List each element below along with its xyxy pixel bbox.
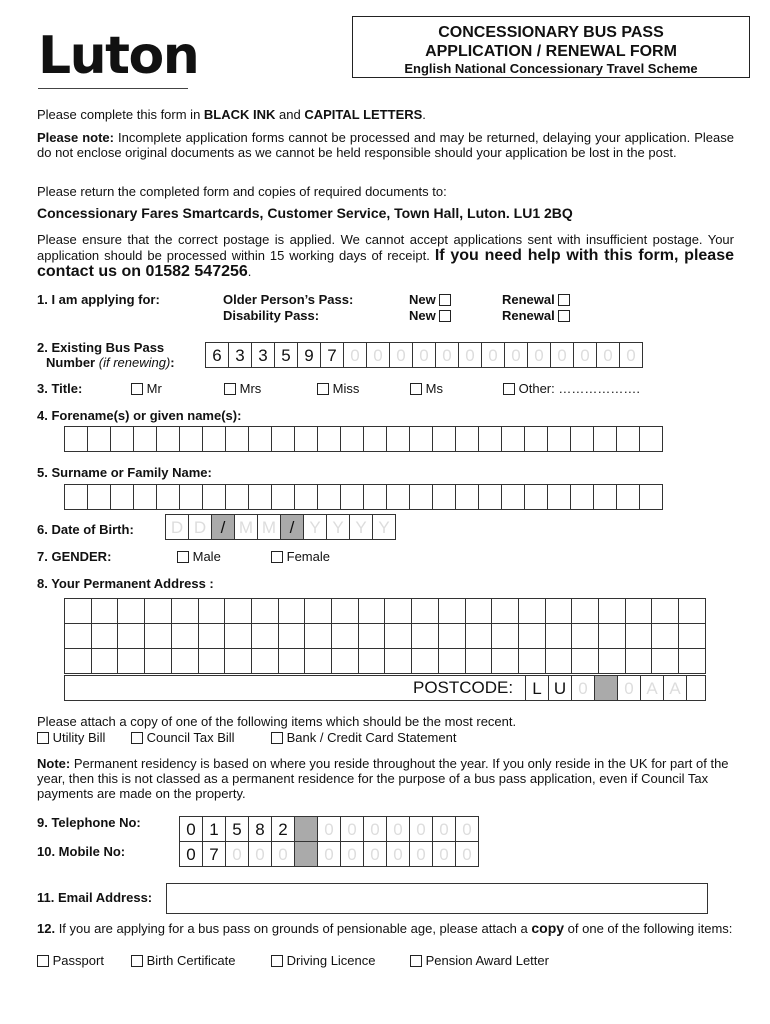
dob-cell[interactable]: M	[234, 514, 258, 540]
bus-pass-number-grid[interactable]	[206, 342, 643, 368]
date-of-birth-grid[interactable]	[166, 514, 396, 540]
address-cell[interactable]	[278, 599, 305, 624]
postcode-row	[64, 675, 706, 701]
phone-space	[294, 816, 318, 842]
mobile-digit[interactable]: 0	[432, 841, 456, 867]
gender-male-option[interactable]: Male	[177, 549, 221, 564]
q3-label: 3. Title:	[37, 381, 83, 396]
address-cell[interactable]	[518, 624, 545, 649]
address-cell[interactable]	[412, 649, 439, 674]
forename-cell[interactable]	[570, 426, 594, 452]
forename-cell[interactable]	[639, 426, 663, 452]
q4-label: 4. Forename(s) or given name(s):	[37, 408, 242, 423]
address-cell[interactable]	[358, 599, 385, 624]
pass-digit[interactable]: 3	[251, 342, 275, 368]
mobile-digit[interactable]: 0	[409, 841, 433, 867]
address-cell[interactable]	[599, 599, 626, 624]
forename-cell[interactable]	[87, 426, 111, 452]
forename-cell[interactable]	[386, 426, 410, 452]
doc-birth-cert-option[interactable]: Birth Certificate	[131, 953, 236, 968]
phone-digit[interactable]: 0	[432, 816, 456, 842]
pass-digit[interactable]: 7	[320, 342, 344, 368]
address-cell[interactable]	[278, 624, 305, 649]
surname-cell[interactable]	[501, 484, 525, 510]
return-address: Concessionary Fares Smartcards, Customer Service, Town Hall, Luton. LU1 2BQ	[37, 205, 573, 221]
address-cell[interactable]	[225, 649, 252, 674]
pass-digit[interactable]: 0	[481, 342, 505, 368]
surname-cell[interactable]	[363, 484, 387, 510]
address-cell[interactable]	[412, 599, 439, 624]
doc-utility-checkbox[interactable]	[37, 732, 49, 744]
doc-bank-statement-option[interactable]: Bank / Credit Card Statement	[271, 730, 456, 745]
surname-cell[interactable]	[87, 484, 111, 510]
address-cell[interactable]	[492, 649, 519, 674]
residency-note: Note: Permanent residency is based on where you reside throughout the year. If you only reside in the UK for part of the year, then this is not classed as a permanent residence for the purpose of a bus pass application, even if Council Tax payments are made on the property.	[37, 756, 729, 801]
forename-cell[interactable]	[110, 426, 134, 452]
disability-new-checkbox[interactable]	[439, 310, 451, 322]
luton-logo: Luton	[38, 26, 199, 86]
title-mr-option[interactable]: Mr	[131, 381, 162, 396]
address-cell[interactable]	[572, 599, 599, 624]
address-cell[interactable]	[225, 599, 252, 624]
pass-digit[interactable]: 0	[550, 342, 574, 368]
phone-digit[interactable]: 0	[340, 816, 364, 842]
mobile-digit[interactable]: 0	[455, 841, 479, 867]
doc-council-tax-option[interactable]: Council Tax Bill	[131, 730, 235, 745]
pass-digit[interactable]: 0	[504, 342, 528, 368]
gender-female-checkbox[interactable]	[271, 551, 283, 563]
docs-intro: Please attach a copy of one of the following items which should be the most recent.	[37, 714, 517, 729]
logo-divider	[38, 88, 188, 89]
address-cell[interactable]	[305, 624, 332, 649]
dob-cell[interactable]: D	[165, 514, 189, 540]
address-cell[interactable]	[251, 599, 278, 624]
address-cell[interactable]	[679, 599, 706, 624]
phone-digit[interactable]: 0	[409, 816, 433, 842]
return-instructions: Please return the completed form and copies of required documents to:	[37, 184, 447, 199]
address-cell[interactable]	[625, 624, 652, 649]
address-cell[interactable]	[251, 624, 278, 649]
forename-cell[interactable]	[409, 426, 433, 452]
mobile-digit[interactable]: 0	[363, 841, 387, 867]
doc-utility-option[interactable]: Utility Bill	[37, 730, 105, 745]
address-cell[interactable]	[145, 624, 172, 649]
surname-cell[interactable]	[202, 484, 226, 510]
birth-certificate-checkbox[interactable]	[131, 955, 143, 967]
address-cell[interactable]	[625, 649, 652, 674]
forename-cell[interactable]	[616, 426, 640, 452]
surname-cell[interactable]	[317, 484, 341, 510]
address-cell[interactable]	[572, 624, 599, 649]
dob-cell[interactable]: Y	[303, 514, 327, 540]
surname-cell[interactable]	[616, 484, 640, 510]
forename-cell[interactable]	[524, 426, 548, 452]
surname-cell[interactable]	[547, 484, 571, 510]
postcode-cell[interactable]: A	[640, 675, 664, 701]
dob-cell[interactable]: Y	[372, 514, 396, 540]
surname-cell[interactable]	[432, 484, 456, 510]
disability-new-option[interactable]: New	[409, 308, 451, 323]
address-cell[interactable]	[599, 649, 626, 674]
forename-cell[interactable]	[432, 426, 456, 452]
surname-cell[interactable]	[294, 484, 318, 510]
surname-cell[interactable]	[133, 484, 157, 510]
older-renewal-checkbox[interactable]	[558, 294, 570, 306]
doc-driving-licence-option[interactable]: Driving Licence	[271, 953, 376, 968]
address-cell[interactable]	[171, 599, 198, 624]
address-cell[interactable]	[412, 624, 439, 649]
surname-cell[interactable]	[524, 484, 548, 510]
address-cell[interactable]	[332, 599, 359, 624]
address-cell[interactable]	[65, 624, 92, 649]
forename-cell[interactable]	[593, 426, 617, 452]
form-title-scheme: English National Concessionary Travel Scheme	[404, 61, 698, 76]
mobile-digit[interactable]: 0	[317, 841, 341, 867]
surname-cell[interactable]	[340, 484, 364, 510]
forename-cell[interactable]	[64, 426, 88, 452]
forename-grid[interactable]	[65, 426, 663, 452]
address-cell[interactable]	[65, 649, 92, 674]
pass-digit[interactable]: 0	[412, 342, 436, 368]
older-renewal-option[interactable]: Renewal	[502, 292, 570, 307]
forename-cell[interactable]	[363, 426, 387, 452]
address-cell[interactable]	[198, 649, 225, 674]
address-cell[interactable]	[332, 624, 359, 649]
pass-digit[interactable]: 0	[573, 342, 597, 368]
forename-cell[interactable]	[179, 426, 203, 452]
address-cell[interactable]	[545, 624, 572, 649]
address-cell[interactable]	[65, 599, 92, 624]
mobile-digit[interactable]: 0	[340, 841, 364, 867]
forename-cell[interactable]	[248, 426, 272, 452]
doc-pension-letter-option[interactable]: Pension Award Letter	[410, 953, 549, 968]
forename-cell[interactable]	[271, 426, 295, 452]
intro-note: Please note: Incomplete application forms cannot be processed and may be returned, delaying your application. Please do not enclose original documents as we cannot be held responsible should your application be lost in the post.	[37, 130, 734, 160]
surname-cell[interactable]	[409, 484, 433, 510]
postcode-cell[interactable]: 0	[571, 675, 595, 701]
phone-digit[interactable]: 0	[386, 816, 410, 842]
pass-digit[interactable]: 0	[435, 342, 459, 368]
address-cell[interactable]	[545, 599, 572, 624]
forename-cell[interactable]	[294, 426, 318, 452]
telephone-grid[interactable]	[180, 816, 479, 842]
pass-digit[interactable]: 0	[389, 342, 413, 368]
forename-cell[interactable]	[202, 426, 226, 452]
address-grid[interactable]	[64, 598, 706, 674]
dob-cell[interactable]: Y	[349, 514, 373, 540]
surname-cell[interactable]	[225, 484, 249, 510]
address-cell[interactable]	[225, 624, 252, 649]
phone-digit[interactable]: 8	[248, 816, 272, 842]
address-cell[interactable]	[518, 649, 545, 674]
form-title-line1: CONCESSIONARY BUS PASS	[438, 24, 664, 41]
address-cell[interactable]	[465, 599, 492, 624]
surname-cell[interactable]	[110, 484, 134, 510]
phone-digit[interactable]: 0	[363, 816, 387, 842]
q10-label: 10. Mobile No:	[37, 844, 126, 859]
pass-digit[interactable]: 0	[366, 342, 390, 368]
mobile-digit[interactable]: 0	[386, 841, 410, 867]
pass-digit[interactable]: 0	[343, 342, 367, 368]
surname-cell[interactable]	[593, 484, 617, 510]
q9-label: 9. Telephone No:	[37, 815, 141, 830]
address-cell[interactable]	[145, 649, 172, 674]
form-title-box	[352, 16, 750, 78]
older-new-option[interactable]: New	[409, 292, 451, 307]
q6-label: 6. Date of Birth:	[37, 522, 134, 537]
surname-cell[interactable]	[271, 484, 295, 510]
mobile-space	[294, 841, 318, 867]
dob-separator: /	[280, 514, 304, 540]
driving-licence-checkbox[interactable]	[271, 955, 283, 967]
surname-cell[interactable]	[478, 484, 502, 510]
address-cell[interactable]	[385, 599, 412, 624]
dob-separator: /	[211, 514, 235, 540]
address-cell[interactable]	[679, 649, 706, 674]
address-cell[interactable]	[599, 624, 626, 649]
title-other-option[interactable]: Other: ……………….	[503, 381, 640, 396]
q5-label: 5. Surname or Family Name:	[37, 465, 212, 480]
phone-digit[interactable]: 0	[317, 816, 341, 842]
forename-cell[interactable]	[501, 426, 525, 452]
forename-cell[interactable]	[340, 426, 364, 452]
forename-cell[interactable]	[317, 426, 341, 452]
email-input[interactable]	[166, 883, 708, 914]
form-title-line2: APPLICATION / RENEWAL FORM	[425, 43, 677, 60]
address-cell[interactable]	[385, 649, 412, 674]
title-mr-checkbox[interactable]	[131, 383, 143, 395]
older-pass-label: Older Person’s Pass:	[223, 292, 354, 307]
address-cell[interactable]	[332, 649, 359, 674]
address-cell[interactable]	[652, 599, 679, 624]
address-cell[interactable]	[518, 599, 545, 624]
surname-cell[interactable]	[455, 484, 479, 510]
pass-digit[interactable]: 6	[205, 342, 229, 368]
dob-cell[interactable]: Y	[326, 514, 350, 540]
mobile-digit[interactable]: 0	[179, 841, 203, 867]
surname-grid[interactable]	[65, 484, 663, 510]
doc-passport-option[interactable]: Passport	[37, 953, 104, 968]
phone-digit[interactable]: 5	[225, 816, 249, 842]
dob-cell[interactable]: D	[188, 514, 212, 540]
address-cell[interactable]	[652, 649, 679, 674]
address-cell[interactable]	[171, 624, 198, 649]
doc-council-tax-checkbox[interactable]	[131, 732, 143, 744]
pass-digit[interactable]: 0	[596, 342, 620, 368]
address-cell[interactable]	[198, 599, 225, 624]
address-cell[interactable]	[572, 649, 599, 674]
address-cell[interactable]	[251, 649, 278, 674]
postcode-cell[interactable]: 0	[617, 675, 641, 701]
address-cell[interactable]	[91, 624, 118, 649]
postcode-cell[interactable]: U	[548, 675, 572, 701]
surname-cell[interactable]	[570, 484, 594, 510]
title-other-checkbox[interactable]	[503, 383, 515, 395]
address-cell[interactable]	[438, 599, 465, 624]
address-cell[interactable]	[305, 599, 332, 624]
mobile-digit[interactable]: 0	[271, 841, 295, 867]
passport-checkbox[interactable]	[37, 955, 49, 967]
pass-digit[interactable]: 9	[297, 342, 321, 368]
pass-digit[interactable]: 3	[228, 342, 252, 368]
address-cell[interactable]	[465, 624, 492, 649]
phone-digit[interactable]: 0	[455, 816, 479, 842]
address-cell[interactable]	[465, 649, 492, 674]
q2-label-number: Number (if renewing):	[46, 355, 175, 370]
older-new-checkbox[interactable]	[439, 294, 451, 306]
surname-cell[interactable]	[639, 484, 663, 510]
address-cell[interactable]	[652, 624, 679, 649]
phone-digit[interactable]: 2	[271, 816, 295, 842]
mobile-digit[interactable]: 0	[225, 841, 249, 867]
address-cell[interactable]	[91, 599, 118, 624]
title-ms-option[interactable]: Ms	[410, 381, 443, 396]
title-miss-option[interactable]: Miss	[317, 381, 359, 396]
address-cell[interactable]	[492, 624, 519, 649]
intro-instructions: Please complete this form in BLACK INK and CAPITAL LETTERS.	[37, 107, 426, 122]
dob-cell[interactable]: M	[257, 514, 281, 540]
q7-label: 7. GENDER:	[37, 549, 112, 564]
surname-cell[interactable]	[386, 484, 410, 510]
title-mrs-option[interactable]: Mrs	[224, 381, 261, 396]
postcode-space	[594, 675, 618, 701]
forename-cell[interactable]	[455, 426, 479, 452]
title-ms-checkbox[interactable]	[410, 383, 422, 395]
gender-male-checkbox[interactable]	[177, 551, 189, 563]
forename-cell[interactable]	[156, 426, 180, 452]
mobile-digit[interactable]: 7	[202, 841, 226, 867]
q1-label: 1. I am applying for:	[37, 292, 160, 307]
postcode-label: POSTCODE:	[413, 678, 514, 697]
address-cell[interactable]	[305, 649, 332, 674]
disability-pass-label: Disability Pass:	[223, 308, 320, 323]
forename-cell[interactable]	[478, 426, 502, 452]
pass-digit[interactable]: 0	[619, 342, 643, 368]
gender-female-option[interactable]: Female	[271, 549, 330, 564]
disability-renewal-option[interactable]: Renewal	[502, 308, 570, 323]
surname-cell[interactable]	[64, 484, 88, 510]
phone-digit[interactable]: 1	[202, 816, 226, 842]
mobile-grid[interactable]	[180, 841, 479, 867]
pension-letter-checkbox[interactable]	[410, 955, 422, 967]
postage-help-text: Please ensure that the correct postage is applied. We cannot accept applications sent with insufficient postage. Your application should be processed within 15 working days of receipt. If you need help with this form, please contact us on 01582 547256.	[37, 232, 734, 280]
forename-cell[interactable]	[547, 426, 571, 452]
address-cell[interactable]	[118, 599, 145, 624]
address-cell[interactable]	[625, 599, 652, 624]
forename-cell[interactable]	[225, 426, 249, 452]
address-cell[interactable]	[358, 649, 385, 674]
q11-label: 11. Email Address:	[37, 890, 153, 905]
postcode-cell[interactable]: A	[663, 675, 687, 701]
address-cell[interactable]	[545, 649, 572, 674]
address-cell[interactable]	[91, 649, 118, 674]
address-cell[interactable]	[145, 599, 172, 624]
pass-digit[interactable]: 0	[458, 342, 482, 368]
postcode-cell[interactable]: L	[525, 675, 549, 701]
pass-digit[interactable]: 5	[274, 342, 298, 368]
address-cell[interactable]	[438, 649, 465, 674]
phone-digit[interactable]: 0	[179, 816, 203, 842]
surname-cell[interactable]	[156, 484, 180, 510]
mobile-digit[interactable]: 0	[248, 841, 272, 867]
address-cell[interactable]	[438, 624, 465, 649]
postcode-grid[interactable]	[526, 675, 687, 701]
pass-digit[interactable]: 0	[527, 342, 551, 368]
address-cell[interactable]	[358, 624, 385, 649]
q2-label: 2. Existing Bus Pass	[37, 340, 165, 355]
address-cell[interactable]	[278, 649, 305, 674]
address-cell[interactable]	[171, 649, 198, 674]
surname-cell[interactable]	[248, 484, 272, 510]
address-cell[interactable]	[679, 624, 706, 649]
surname-cell[interactable]	[179, 484, 203, 510]
address-cell[interactable]	[118, 649, 145, 674]
address-cell[interactable]	[198, 624, 225, 649]
forename-cell[interactable]	[133, 426, 157, 452]
q12-text: 12. If you are applying for a bus pass on grounds of pensionable age, please attach a copy of one of the following items:	[37, 920, 733, 936]
title-mrs-checkbox[interactable]	[224, 383, 236, 395]
address-cell[interactable]	[118, 624, 145, 649]
disability-renewal-checkbox[interactable]	[558, 310, 570, 322]
title-miss-checkbox[interactable]	[317, 383, 329, 395]
doc-bank-checkbox[interactable]	[271, 732, 283, 744]
q8-label: 8. Your Permanent Address :	[37, 576, 214, 591]
address-cell[interactable]	[492, 599, 519, 624]
address-cell[interactable]	[385, 624, 412, 649]
